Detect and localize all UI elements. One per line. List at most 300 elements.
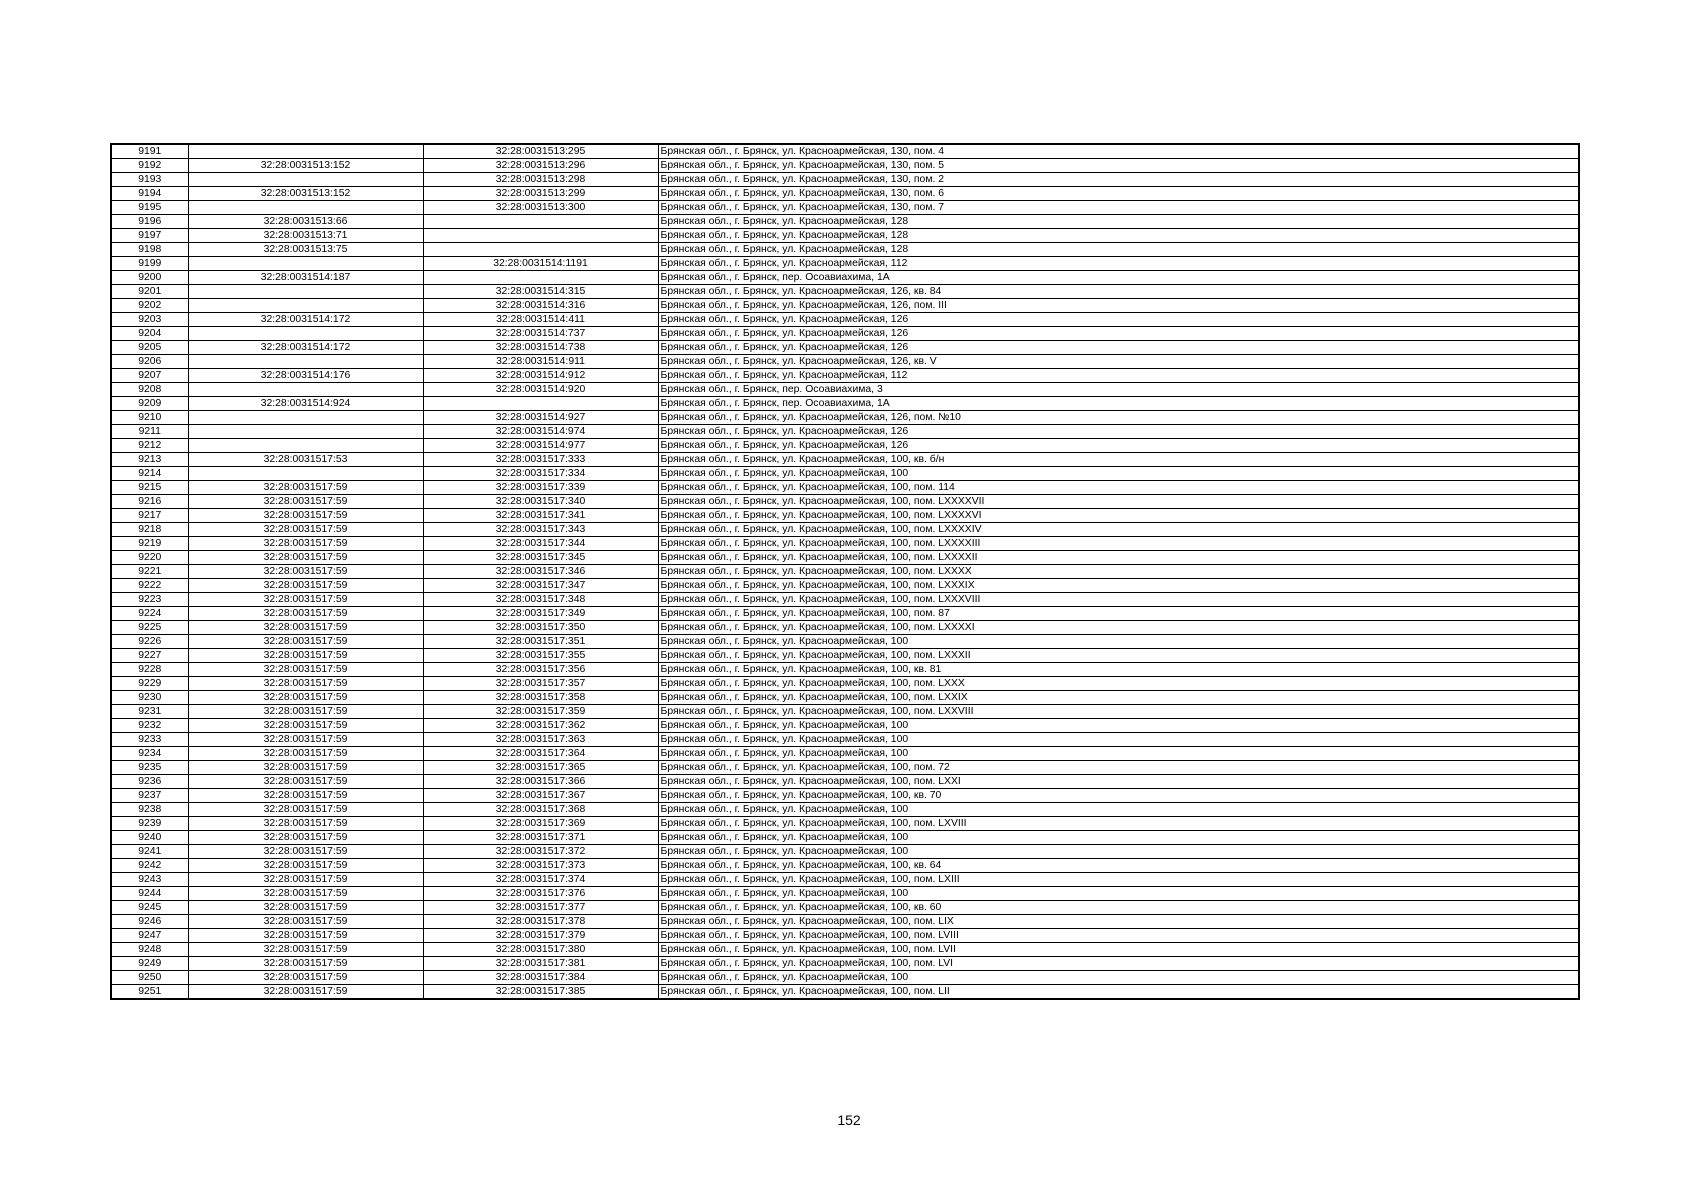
parent-cadastral-number-cell: 32:28:0031517:59 <box>188 859 423 873</box>
cadastral-number-cell: 32:28:0031513:298 <box>423 173 658 187</box>
cadastral-number-cell: 32:28:0031517:343 <box>423 523 658 537</box>
table-row <box>111 327 1579 341</box>
cadastral-number-cell: 32:28:0031517:363 <box>423 733 658 747</box>
row-number-cell: 9243 <box>111 873 188 887</box>
parent-cadastral-number-cell <box>188 467 423 481</box>
cadastral-number-cell: 32:28:0031513:300 <box>423 201 658 215</box>
table-row <box>111 635 1579 649</box>
address-cell: Брянская обл., г. Брянск, ул. Красноармейская, 100, пом. LXXVIII <box>658 705 1579 719</box>
parent-cadastral-number-cell: 32:28:0031517:59 <box>188 607 423 621</box>
cadastral-number-cell: 32:28:0031517:347 <box>423 579 658 593</box>
row-number-cell: 9234 <box>111 747 188 761</box>
table-row <box>111 565 1579 579</box>
row-number-cell: 9205 <box>111 341 188 355</box>
address-cell: Брянская обл., г. Брянск, ул. Красноармейская, 100, кв. 64 <box>658 859 1579 873</box>
parent-cadastral-number-cell: 32:28:0031513:66 <box>188 215 423 229</box>
row-number-cell: 9242 <box>111 859 188 873</box>
address-cell: Брянская обл., г. Брянск, ул. Красноармейская, 126, кв. 84 <box>658 285 1579 299</box>
parent-cadastral-number-cell: 32:28:0031517:59 <box>188 873 423 887</box>
table-row <box>111 957 1579 971</box>
address-cell: Брянская обл., г. Брянск, ул. Красноармейская, 100, пом. LXXX <box>658 677 1579 691</box>
parent-cadastral-number-cell: 32:28:0031517:59 <box>188 747 423 761</box>
parent-cadastral-number-cell: 32:28:0031517:59 <box>188 621 423 635</box>
cadastral-number-cell: 32:28:0031517:377 <box>423 901 658 915</box>
row-number-cell: 9191 <box>111 144 188 159</box>
cadastral-number-cell: 32:28:0031517:351 <box>423 635 658 649</box>
cadastral-number-cell: 32:28:0031517:364 <box>423 747 658 761</box>
parent-cadastral-number-cell: 32:28:0031517:59 <box>188 901 423 915</box>
cadastral-number-cell: 32:28:0031514:920 <box>423 383 658 397</box>
table-row <box>111 579 1579 593</box>
parent-cadastral-number-cell: 32:28:0031517:59 <box>188 915 423 929</box>
address-cell: Брянская обл., г. Брянск, ул. Красноармейская, 112 <box>658 369 1579 383</box>
cadastral-number-cell: 32:28:0031514:737 <box>423 327 658 341</box>
cadastral-number-cell: 32:28:0031517:374 <box>423 873 658 887</box>
row-number-cell: 9210 <box>111 411 188 425</box>
row-number-cell: 9236 <box>111 775 188 789</box>
row-number-cell: 9217 <box>111 509 188 523</box>
address-cell: Брянская обл., г. Брянск, ул. Красноармейская, 112 <box>658 257 1579 271</box>
table-row <box>111 943 1579 957</box>
table-row <box>111 537 1579 551</box>
row-number-cell: 9198 <box>111 243 188 257</box>
address-cell: Брянская обл., г. Брянск, ул. Красноармейская, 100 <box>658 747 1579 761</box>
parent-cadastral-number-cell: 32:28:0031517:59 <box>188 887 423 901</box>
parent-cadastral-number-cell: 32:28:0031517:59 <box>188 943 423 957</box>
row-number-cell: 9220 <box>111 551 188 565</box>
address-cell: Брянская обл., г. Брянск, ул. Красноармейская, 100, пом. 72 <box>658 761 1579 775</box>
cadastral-number-cell: 32:28:0031517:344 <box>423 537 658 551</box>
parent-cadastral-number-cell: 32:28:0031517:59 <box>188 523 423 537</box>
table-row <box>111 873 1579 887</box>
cadastral-number-cell: 32:28:0031517:356 <box>423 663 658 677</box>
address-cell: Брянская обл., г. Брянск, ул. Красноармейская, 100, пом. LXXXXI <box>658 621 1579 635</box>
parent-cadastral-number-cell: 32:28:0031517:59 <box>188 817 423 831</box>
cadastral-number-cell: 32:28:0031514:911 <box>423 355 658 369</box>
table-row <box>111 467 1579 481</box>
address-cell: Брянская обл., г. Брянск, ул. Красноармейская, 100, пом. LXXI <box>658 775 1579 789</box>
address-cell: Брянская обл., г. Брянск, ул. Красноармейская, 126, кв. V <box>658 355 1579 369</box>
parent-cadastral-number-cell: 32:28:0031517:59 <box>188 733 423 747</box>
registry-table-body <box>111 144 1579 999</box>
address-cell: Брянская обл., г. Брянск, ул. Красноармейская, 100 <box>658 467 1579 481</box>
table-row <box>111 677 1579 691</box>
address-cell: Брянская обл., г. Брянск, пер. Осоавиахима, 1А <box>658 397 1579 411</box>
row-number-cell: 9224 <box>111 607 188 621</box>
row-number-cell: 9194 <box>111 187 188 201</box>
parent-cadastral-number-cell: 32:28:0031517:59 <box>188 761 423 775</box>
cadastral-number-cell <box>423 243 658 257</box>
row-number-cell: 9240 <box>111 831 188 845</box>
table-row <box>111 719 1579 733</box>
table-row <box>111 144 1579 159</box>
row-number-cell: 9219 <box>111 537 188 551</box>
parent-cadastral-number-cell <box>188 383 423 397</box>
table-row <box>111 971 1579 985</box>
parent-cadastral-number-cell: 32:28:0031517:59 <box>188 691 423 705</box>
address-cell: Брянская обл., г. Брянск, ул. Красноармейская, 126 <box>658 425 1579 439</box>
address-cell: Брянская обл., г. Брянск, ул. Красноармейская, 100, пом. LXIII <box>658 873 1579 887</box>
address-cell: Брянская обл., г. Брянск, ул. Красноармейская, 126 <box>658 341 1579 355</box>
row-number-cell: 9193 <box>111 173 188 187</box>
row-number-cell: 9249 <box>111 957 188 971</box>
table-row <box>111 607 1579 621</box>
parent-cadastral-number-cell: 32:28:0031517:59 <box>188 775 423 789</box>
row-number-cell: 9251 <box>111 985 188 1000</box>
cadastral-number-cell: 32:28:0031517:333 <box>423 453 658 467</box>
cadastral-number-cell: 32:28:0031514:738 <box>423 341 658 355</box>
parent-cadastral-number-cell: 32:28:0031517:59 <box>188 929 423 943</box>
cadastral-number-cell: 32:28:0031517:369 <box>423 817 658 831</box>
row-number-cell: 9244 <box>111 887 188 901</box>
parent-cadastral-number-cell <box>188 299 423 313</box>
address-cell: Брянская обл., г. Брянск, ул. Красноармейская, 100, пом. LVII <box>658 943 1579 957</box>
table-row <box>111 663 1579 677</box>
table-row <box>111 215 1579 229</box>
address-cell: Брянская обл., г. Брянск, ул. Красноармейская, 130, пом. 2 <box>658 173 1579 187</box>
row-number-cell: 9203 <box>111 313 188 327</box>
table-row <box>111 747 1579 761</box>
address-cell: Брянская обл., г. Брянск, ул. Красноармейская, 100, пом. LXXXII <box>658 649 1579 663</box>
row-number-cell: 9226 <box>111 635 188 649</box>
cadastral-number-cell: 32:28:0031517:334 <box>423 467 658 481</box>
table-row <box>111 271 1579 285</box>
table-row <box>111 509 1579 523</box>
cadastral-number-cell: 32:28:0031517:362 <box>423 719 658 733</box>
cadastral-number-cell: 32:28:0031517:355 <box>423 649 658 663</box>
row-number-cell: 9199 <box>111 257 188 271</box>
row-number-cell: 9201 <box>111 285 188 299</box>
address-cell: Брянская обл., г. Брянск, ул. Красноармейская, 100, пом. LII <box>658 985 1579 1000</box>
address-cell: Брянская обл., г. Брянск, ул. Красноармейская, 100 <box>658 733 1579 747</box>
cadastral-number-cell: 32:28:0031517:366 <box>423 775 658 789</box>
address-cell: Брянская обл., г. Брянск, ул. Красноармейская, 126 <box>658 313 1579 327</box>
address-cell: Брянская обл., г. Брянск, ул. Красноармейская, 128 <box>658 243 1579 257</box>
cadastral-number-cell: 32:28:0031517:373 <box>423 859 658 873</box>
cadastral-number-cell: 32:28:0031517:348 <box>423 593 658 607</box>
address-cell: Брянская обл., г. Брянск, ул. Красноармейская, 100, пом. LVIII <box>658 929 1579 943</box>
address-cell: Брянская обл., г. Брянск, ул. Красноармейская, 126, пом. №10 <box>658 411 1579 425</box>
address-cell: Брянская обл., г. Брянск, ул. Красноармейская, 100 <box>658 803 1579 817</box>
table-row <box>111 173 1579 187</box>
parent-cadastral-number-cell <box>188 285 423 299</box>
row-number-cell: 9225 <box>111 621 188 635</box>
cadastral-number-cell: 32:28:0031517:367 <box>423 789 658 803</box>
cadastral-number-cell: 32:28:0031517:359 <box>423 705 658 719</box>
row-number-cell: 9213 <box>111 453 188 467</box>
parent-cadastral-number-cell: 32:28:0031517:59 <box>188 565 423 579</box>
parent-cadastral-number-cell <box>188 355 423 369</box>
address-cell: Брянская обл., г. Брянск, ул. Красноармейская, 100, кв. 81 <box>658 663 1579 677</box>
cadastral-number-cell: 32:28:0031517:345 <box>423 551 658 565</box>
address-cell: Брянская обл., г. Брянск, пер. Осоавиахима, 1А <box>658 271 1579 285</box>
cadastral-number-cell <box>423 215 658 229</box>
parent-cadastral-number-cell: 32:28:0031517:59 <box>188 649 423 663</box>
row-number-cell: 9231 <box>111 705 188 719</box>
row-number-cell: 9232 <box>111 719 188 733</box>
cadastral-number-cell: 32:28:0031517:372 <box>423 845 658 859</box>
address-cell: Брянская обл., г. Брянск, ул. Красноармейская, 130, пом. 6 <box>658 187 1579 201</box>
address-cell: Брянская обл., г. Брянск, ул. Красноармейская, 100, пом. LXXXXIII <box>658 537 1579 551</box>
table-row <box>111 187 1579 201</box>
parent-cadastral-number-cell: 32:28:0031517:59 <box>188 831 423 845</box>
row-number-cell: 9204 <box>111 327 188 341</box>
parent-cadastral-number-cell: 32:28:0031513:71 <box>188 229 423 243</box>
cadastral-number-cell: 32:28:0031517:346 <box>423 565 658 579</box>
cadastral-number-cell: 32:28:0031517:381 <box>423 957 658 971</box>
table-row <box>111 901 1579 915</box>
parent-cadastral-number-cell: 32:28:0031514:187 <box>188 271 423 285</box>
table-row <box>111 845 1579 859</box>
table-row <box>111 859 1579 873</box>
row-number-cell: 9207 <box>111 369 188 383</box>
parent-cadastral-number-cell: 32:28:0031517:59 <box>188 551 423 565</box>
cadastral-number-cell <box>423 271 658 285</box>
cadastral-number-cell: 32:28:0031517:376 <box>423 887 658 901</box>
table-row <box>111 929 1579 943</box>
table-row <box>111 411 1579 425</box>
cadastral-number-cell: 32:28:0031517:358 <box>423 691 658 705</box>
row-number-cell: 9248 <box>111 943 188 957</box>
cadastral-number-cell: 32:28:0031513:296 <box>423 159 658 173</box>
cadastral-number-cell: 32:28:0031514:316 <box>423 299 658 313</box>
parent-cadastral-number-cell: 32:28:0031517:59 <box>188 957 423 971</box>
row-number-cell: 9245 <box>111 901 188 915</box>
table-row <box>111 453 1579 467</box>
table-row <box>111 397 1579 411</box>
table-row <box>111 887 1579 901</box>
parent-cadastral-number-cell: 32:28:0031517:59 <box>188 845 423 859</box>
table-row <box>111 523 1579 537</box>
cadastral-number-cell: 32:28:0031517:349 <box>423 607 658 621</box>
table-row <box>111 761 1579 775</box>
cadastral-number-cell: 32:28:0031517:380 <box>423 943 658 957</box>
row-number-cell: 9233 <box>111 733 188 747</box>
cadastral-number-cell: 32:28:0031517:339 <box>423 481 658 495</box>
table-row <box>111 313 1579 327</box>
parent-cadastral-number-cell: 32:28:0031517:59 <box>188 705 423 719</box>
cadastral-number-cell: 32:28:0031517:378 <box>423 915 658 929</box>
address-cell: Брянская обл., г. Брянск, ул. Красноармейская, 100 <box>658 831 1579 845</box>
address-cell: Брянская обл., г. Брянск, ул. Красноармейская, 100 <box>658 845 1579 859</box>
parent-cadastral-number-cell: 32:28:0031514:172 <box>188 313 423 327</box>
address-cell: Брянская обл., г. Брянск, ул. Красноармейская, 100, пом. LXXXX <box>658 565 1579 579</box>
parent-cadastral-number-cell <box>188 411 423 425</box>
row-number-cell: 9208 <box>111 383 188 397</box>
parent-cadastral-number-cell: 32:28:0031514:924 <box>188 397 423 411</box>
parent-cadastral-number-cell: 32:28:0031517:59 <box>188 593 423 607</box>
parent-cadastral-number-cell: 32:28:0031517:59 <box>188 481 423 495</box>
cadastral-number-cell: 32:28:0031517:341 <box>423 509 658 523</box>
parent-cadastral-number-cell: 32:28:0031517:59 <box>188 635 423 649</box>
table-row <box>111 285 1579 299</box>
address-cell: Брянская обл., г. Брянск, ул. Красноармейская, 100, пом. LVI <box>658 957 1579 971</box>
row-number-cell: 9196 <box>111 215 188 229</box>
table-row <box>111 789 1579 803</box>
parent-cadastral-number-cell: 32:28:0031517:59 <box>188 789 423 803</box>
parent-cadastral-number-cell: 32:28:0031517:53 <box>188 453 423 467</box>
table-row <box>111 201 1579 215</box>
table-row <box>111 621 1579 635</box>
row-number-cell: 9223 <box>111 593 188 607</box>
cadastral-number-cell: 32:28:0031514:927 <box>423 411 658 425</box>
cadastral-number-cell: 32:28:0031517:365 <box>423 761 658 775</box>
page-number: 152 <box>837 1112 861 1128</box>
parent-cadastral-number-cell: 32:28:0031513:152 <box>188 187 423 201</box>
cadastral-number-cell: 32:28:0031514:315 <box>423 285 658 299</box>
row-number-cell: 9200 <box>111 271 188 285</box>
parent-cadastral-number-cell: 32:28:0031517:59 <box>188 719 423 733</box>
row-number-cell: 9209 <box>111 397 188 411</box>
address-cell: Брянская обл., г. Брянск, ул. Красноармейская, 100 <box>658 887 1579 901</box>
parent-cadastral-number-cell <box>188 173 423 187</box>
parent-cadastral-number-cell: 32:28:0031513:75 <box>188 243 423 257</box>
row-number-cell: 9214 <box>111 467 188 481</box>
cadastral-number-cell: 32:28:0031513:295 <box>423 144 658 159</box>
row-number-cell: 9195 <box>111 201 188 215</box>
table-row <box>111 243 1579 257</box>
row-number-cell: 9228 <box>111 663 188 677</box>
parent-cadastral-number-cell: 32:28:0031517:59 <box>188 509 423 523</box>
row-number-cell: 9218 <box>111 523 188 537</box>
parent-cadastral-number-cell: 32:28:0031517:59 <box>188 663 423 677</box>
row-number-cell: 9246 <box>111 915 188 929</box>
row-number-cell: 9192 <box>111 159 188 173</box>
row-number-cell: 9227 <box>111 649 188 663</box>
cadastral-number-cell: 32:28:0031514:974 <box>423 425 658 439</box>
row-number-cell: 9211 <box>111 425 188 439</box>
table-row <box>111 593 1579 607</box>
row-number-cell: 9212 <box>111 439 188 453</box>
address-cell: Брянская обл., г. Брянск, ул. Красноармейская, 130, пом. 4 <box>658 144 1579 159</box>
address-cell: Брянская обл., г. Брянск, ул. Красноармейская, 100, пом. 87 <box>658 607 1579 621</box>
table-row <box>111 369 1579 383</box>
row-number-cell: 9241 <box>111 845 188 859</box>
table-row <box>111 299 1579 313</box>
registry-table <box>110 143 1580 1000</box>
cadastral-number-cell: 32:28:0031513:299 <box>423 187 658 201</box>
cadastral-number-cell <box>423 229 658 243</box>
cadastral-number-cell: 32:28:0031517:357 <box>423 677 658 691</box>
parent-cadastral-number-cell <box>188 201 423 215</box>
row-number-cell: 9215 <box>111 481 188 495</box>
row-number-cell: 9239 <box>111 817 188 831</box>
parent-cadastral-number-cell: 32:28:0031513:152 <box>188 159 423 173</box>
table-row <box>111 439 1579 453</box>
row-number-cell: 9235 <box>111 761 188 775</box>
table-row <box>111 495 1579 509</box>
address-cell: Брянская обл., г. Брянск, ул. Красноармейская, 100, пом. LXXXXIV <box>658 523 1579 537</box>
parent-cadastral-number-cell: 32:28:0031517:59 <box>188 495 423 509</box>
cadastral-number-cell: 32:28:0031514:912 <box>423 369 658 383</box>
row-number-cell: 9222 <box>111 579 188 593</box>
parent-cadastral-number-cell: 32:28:0031517:59 <box>188 677 423 691</box>
address-cell: Брянская обл., г. Брянск, пер. Осоавиахима, 3 <box>658 383 1579 397</box>
table-row <box>111 817 1579 831</box>
table-row <box>111 257 1579 271</box>
table-row <box>111 915 1579 929</box>
parent-cadastral-number-cell: 32:28:0031517:59 <box>188 579 423 593</box>
address-cell: Брянская обл., г. Брянск, ул. Красноармейская, 100, кв. 60 <box>658 901 1579 915</box>
row-number-cell: 9202 <box>111 299 188 313</box>
address-cell: Брянская обл., г. Брянск, ул. Красноармейская, 128 <box>658 229 1579 243</box>
table-row <box>111 733 1579 747</box>
row-number-cell: 9197 <box>111 229 188 243</box>
address-cell: Брянская обл., г. Брянск, ул. Красноармейская, 126 <box>658 327 1579 341</box>
address-cell: Брянская обл., г. Брянск, ул. Красноармейская, 100, кв. 70 <box>658 789 1579 803</box>
table-row <box>111 551 1579 565</box>
address-cell: Брянская обл., г. Брянск, ул. Красноармейская, 126 <box>658 439 1579 453</box>
parent-cadastral-number-cell: 32:28:0031517:59 <box>188 971 423 985</box>
table-row <box>111 481 1579 495</box>
row-number-cell: 9206 <box>111 355 188 369</box>
row-number-cell: 9247 <box>111 929 188 943</box>
table-row <box>111 831 1579 845</box>
address-cell: Брянская обл., г. Брянск, ул. Красноармейская, 100 <box>658 719 1579 733</box>
address-cell: Брянская обл., г. Брянск, ул. Красноармейская, 126, пом. III <box>658 299 1579 313</box>
parent-cadastral-number-cell <box>188 439 423 453</box>
address-cell: Брянская обл., г. Брянск, ул. Красноармейская, 100 <box>658 971 1579 985</box>
table-row <box>111 691 1579 705</box>
table-row <box>111 775 1579 789</box>
address-cell: Брянская обл., г. Брянск, ул. Красноармейская, 100, пом. LXXIX <box>658 691 1579 705</box>
cadastral-number-cell: 32:28:0031517:350 <box>423 621 658 635</box>
row-number-cell: 9237 <box>111 789 188 803</box>
parent-cadastral-number-cell: 32:28:0031517:59 <box>188 537 423 551</box>
table-row <box>111 341 1579 355</box>
parent-cadastral-number-cell: 32:28:0031514:172 <box>188 341 423 355</box>
row-number-cell: 9216 <box>111 495 188 509</box>
cadastral-number-cell <box>423 397 658 411</box>
table-row <box>111 425 1579 439</box>
address-cell: Брянская обл., г. Брянск, ул. Красноармейская, 100, пом. LXXXIX <box>658 579 1579 593</box>
row-number-cell: 9230 <box>111 691 188 705</box>
parent-cadastral-number-cell: 32:28:0031514:176 <box>188 369 423 383</box>
address-cell: Брянская обл., г. Брянск, ул. Красноармейская, 100, пом. LXXXVIII <box>658 593 1579 607</box>
address-cell: Брянская обл., г. Брянск, ул. Красноармейская, 100, пом. LXXXXII <box>658 551 1579 565</box>
cadastral-number-cell: 32:28:0031514:1191 <box>423 257 658 271</box>
address-cell: Брянская обл., г. Брянск, ул. Красноармейская, 100, пом. LIX <box>658 915 1579 929</box>
parent-cadastral-number-cell: 32:28:0031517:59 <box>188 803 423 817</box>
table-row <box>111 705 1579 719</box>
table-row <box>111 803 1579 817</box>
table-row <box>111 229 1579 243</box>
parent-cadastral-number-cell: 32:28:0031517:59 <box>188 985 423 1000</box>
table-row <box>111 355 1579 369</box>
table-row <box>111 383 1579 397</box>
address-cell: Брянская обл., г. Брянск, ул. Красноармейская, 128 <box>658 215 1579 229</box>
parent-cadastral-number-cell <box>188 327 423 341</box>
cadastral-number-cell: 32:28:0031517:368 <box>423 803 658 817</box>
cadastral-number-cell: 32:28:0031517:384 <box>423 971 658 985</box>
cadastral-number-cell: 32:28:0031514:411 <box>423 313 658 327</box>
address-cell: Брянская обл., г. Брянск, ул. Красноармейская, 100, кв. б/н <box>658 453 1579 467</box>
table-row <box>111 985 1579 1000</box>
address-cell: Брянская обл., г. Брянск, ул. Красноармейская, 100, пом. LXXXXVI <box>658 509 1579 523</box>
table-row <box>111 159 1579 173</box>
cadastral-number-cell: 32:28:0031517:385 <box>423 985 658 1000</box>
parent-cadastral-number-cell <box>188 257 423 271</box>
row-number-cell: 9229 <box>111 677 188 691</box>
cadastral-number-cell: 32:28:0031517:371 <box>423 831 658 845</box>
row-number-cell: 9221 <box>111 565 188 579</box>
table-row <box>111 649 1579 663</box>
parent-cadastral-number-cell <box>188 425 423 439</box>
cadastral-number-cell: 32:28:0031517:379 <box>423 929 658 943</box>
address-cell: Брянская обл., г. Брянск, ул. Красноармейская, 130, пом. 7 <box>658 201 1579 215</box>
parent-cadastral-number-cell <box>188 144 423 159</box>
row-number-cell: 9238 <box>111 803 188 817</box>
